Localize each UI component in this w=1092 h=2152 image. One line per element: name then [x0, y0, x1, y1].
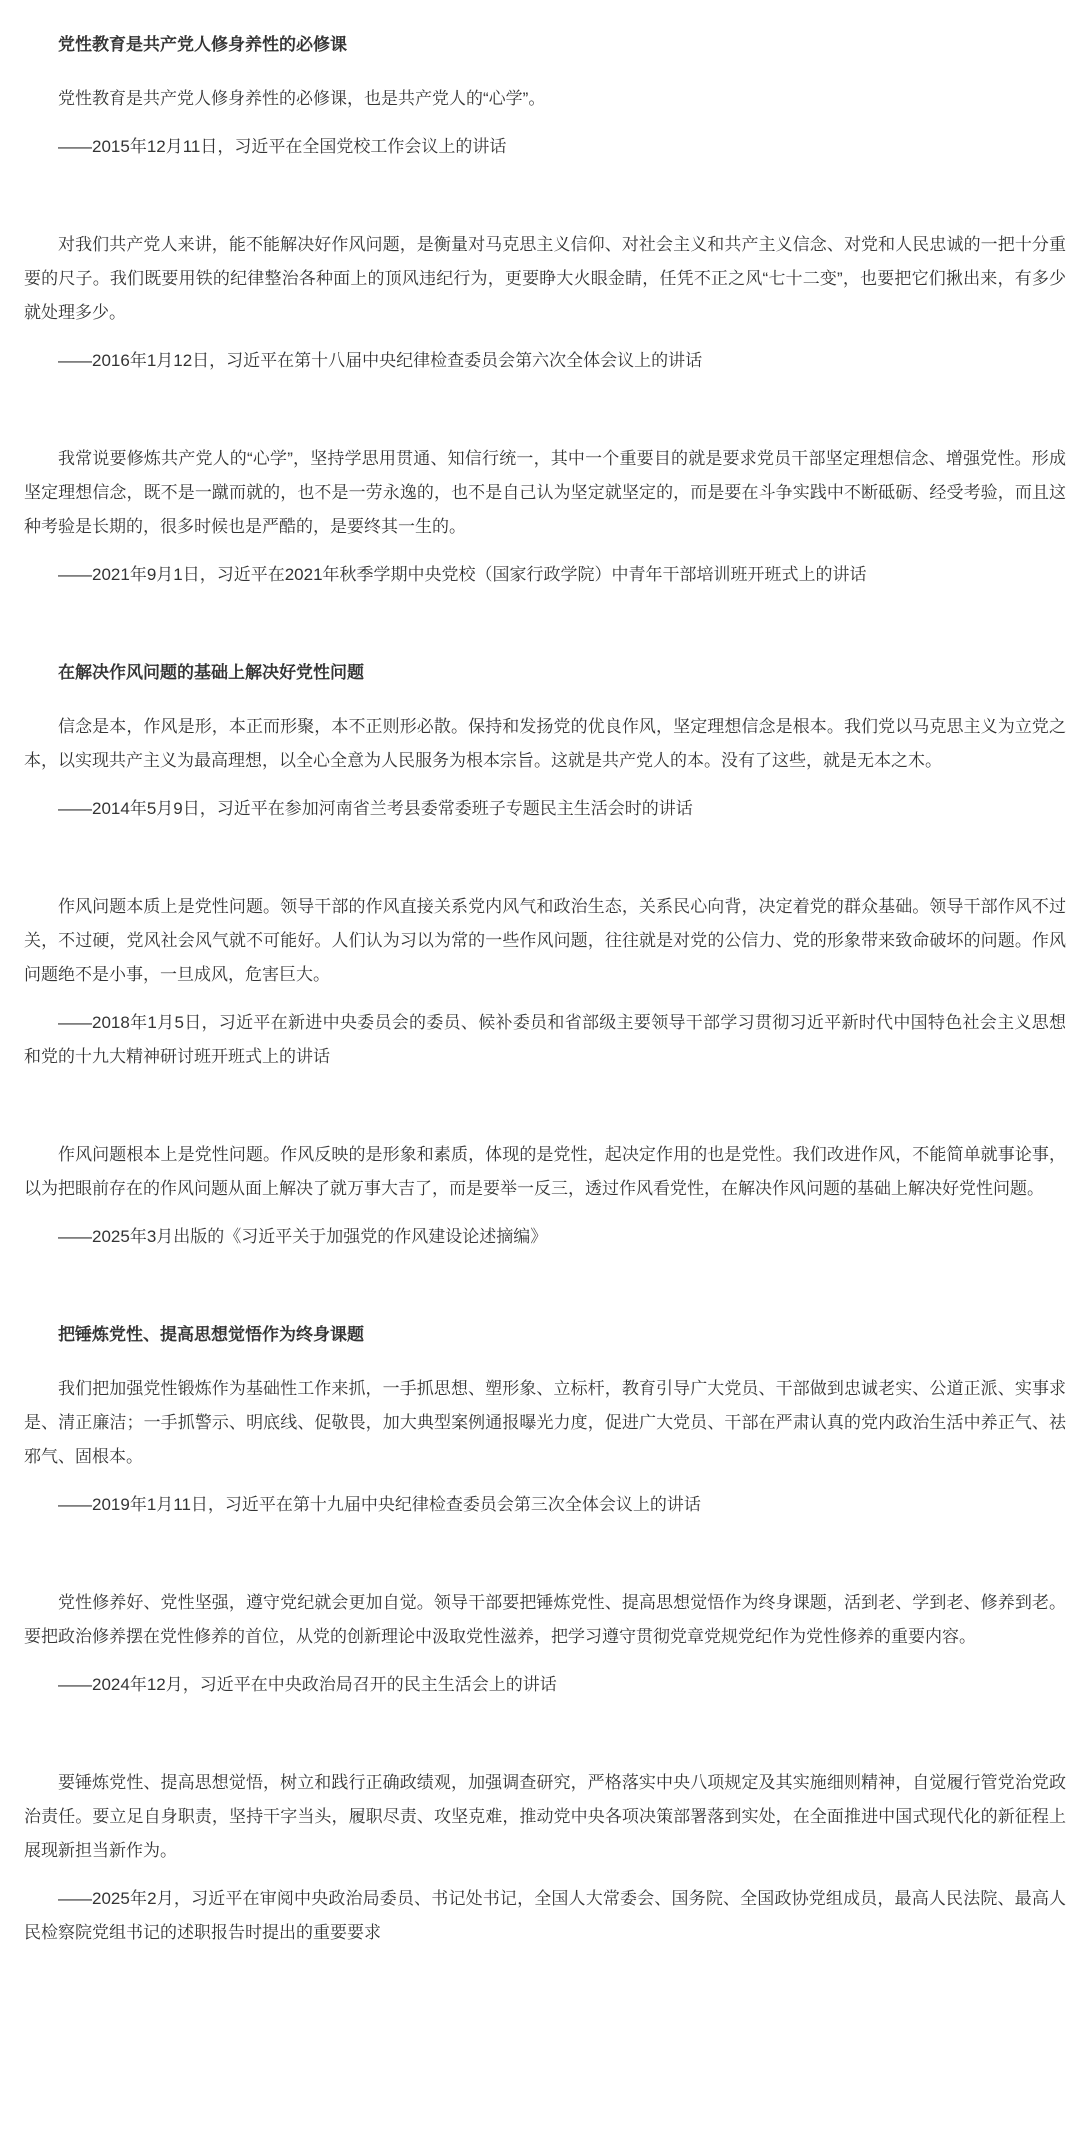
section — [24, 1318, 1066, 1950]
quote-text: 作风问题本质上是党性问题。领导干部的作风直接关系党内风气和政治生态，关系民心向背，决定着党的群众基础。领导干部作风不过关，不过硬，党风社会风气就不可能好。人们认为习以为常的一些作风问题，往往就是对党的公信力、党的形象带来致命破坏的问题。作风问题绝不是小事，一旦成风，危害巨大。 — [24, 897, 1066, 984]
quote-text: 党性修养好、党性坚强，遵守党纪就会更加自觉。领导干部要把锤炼党性、提高思想觉悟作为终身课题，活到老、学到老、修养到老。要把政治修养摆在党性修养的首位，从党的创新理论中汲取党性滋养，把学习遵守贯彻党章党规党纪作为党性修养的重要内容。 — [24, 1593, 1066, 1646]
quote-source: ——2024年12月，习近平在中央政治局召开的民主生活会上的讲话 — [58, 1675, 557, 1694]
quote-text: 党性教育是共产党人修身养性的必修课，也是共产党人的“心学”。 — [58, 89, 546, 108]
section — [24, 656, 1066, 1254]
quote-text: 对我们共产党人来讲，能不能解决好作风问题，是衡量对马克思主义信仰、对社会主义和共产主义信念、对党和人民忠诚的一把十分重要的尺子。我们既要用铁的纪律整治各种面上的顶风违纪行为，更要睁大火眼金睛，任凭不正之风“七十二变”，也要把它们揪出来，有多少就处理多少。 — [24, 235, 1066, 322]
quote-source: ——2025年2月，习近平在审阅中央政治局委员、书记处书记，全国人大常委会、国务院、全国政协党组成员，最高人民法院、最高人民检察院党组书记的述职报告时提出的重要要求 — [24, 1889, 1066, 1942]
quote-text: 要锤炼党性、提高思想觉悟，树立和践行正确政绩观，加强调查研究，严格落实中央八项规定及其实施细则精神，自觉履行管党治党政治责任。要立足自身职责，坚持干字当头，履职尽责、攻坚克难，推动党中央各项决策部署落到实处，在全面推进中国式现代化的新征程上展现新担当新作为。 — [24, 1773, 1066, 1860]
section-heading: 把锤炼党性、提高思想觉悟作为终身课题 — [58, 1325, 364, 1344]
quote-text: 我们把加强党性锻炼作为基础性工作来抓，一手抓思想、塑形象、立标杆，教育引导广大党员、干部做到忠诚老实、公道正派、实事求是、清正廉洁；一手抓警示、明底线、促敬畏，加大典型案例通报曝光力度，促进广大党员、干部在严肃认真的党内政治生活中养正气、祛邪气、固根本。 — [24, 1379, 1066, 1466]
quote-source: ——2015年12月11日，习近平在全国党校工作会议上的讲话 — [58, 137, 507, 156]
quote-source: ——2021年9月1日，习近平在2021年秋季学期中央党校（国家行政学院）中青年干部培训班开班式上的讲话 — [58, 565, 867, 584]
section — [24, 28, 1066, 592]
quote-source: ——2016年1月12日，习近平在第十八届中央纪律检查委员会第六次全体会议上的讲话 — [58, 351, 703, 370]
quote-text: 我常说要修炼共产党人的“心学”，坚持学思用贯通、知信行统一，其中一个重要目的就是要求党员干部坚定理想信念、增强党性。形成坚定理想信念，既不是一蹴而就的，也不是一劳永逸的，也不是自己认为坚定就坚定的，而是要在斗争实践中不断砥砺、经受考验，而且这种考验是长期的，很多时候也是严酷的，是要终其一生的。 — [24, 449, 1066, 536]
section-heading: 在解决作风问题的基础上解决好党性问题 — [58, 663, 364, 682]
quote-text: 作风问题根本上是党性问题。作风反映的是形象和素质，体现的是党性，起决定作用的也是党性。我们改进作风，不能简单就事论事，以为把眼前存在的作风问题从面上解决了就万事大吉了，而是要举一反三，透过作风看党性，在解决作风问题的基础上解决好党性问题。 — [24, 1145, 1066, 1198]
section-heading: 党性教育是共产党人修身养性的必修课 — [58, 35, 347, 54]
quote-source: ——2025年3月出版的《习近平关于加强党的作风建设论述摘编》 — [58, 1227, 548, 1246]
quote-text: 信念是本，作风是形，本正而形聚，本不正则形必散。保持和发扬党的优良作风，坚定理想信念是根本。我们党以马克思主义为立党之本，以实现共产主义为最高理想，以全心全意为人民服务为根本宗旨。这就是共产党人的本。没有了这些，就是无本之木。 — [24, 717, 1066, 770]
quote-source: ——2019年1月11日，习近平在第十九届中央纪律检查委员会第三次全体会议上的讲话 — [58, 1495, 701, 1514]
quote-source: ——2018年1月5日，习近平在新进中央委员会的委员、候补委员和省部级主要领导干部学习贯彻习近平新时代中国特色社会主义思想和党的十九大精神研讨班开班式上的讲话 — [24, 1013, 1066, 1066]
quote-source: ——2014年5月9日，习近平在参加河南省兰考县委常委班子专题民主生活会时的讲话 — [58, 799, 693, 818]
